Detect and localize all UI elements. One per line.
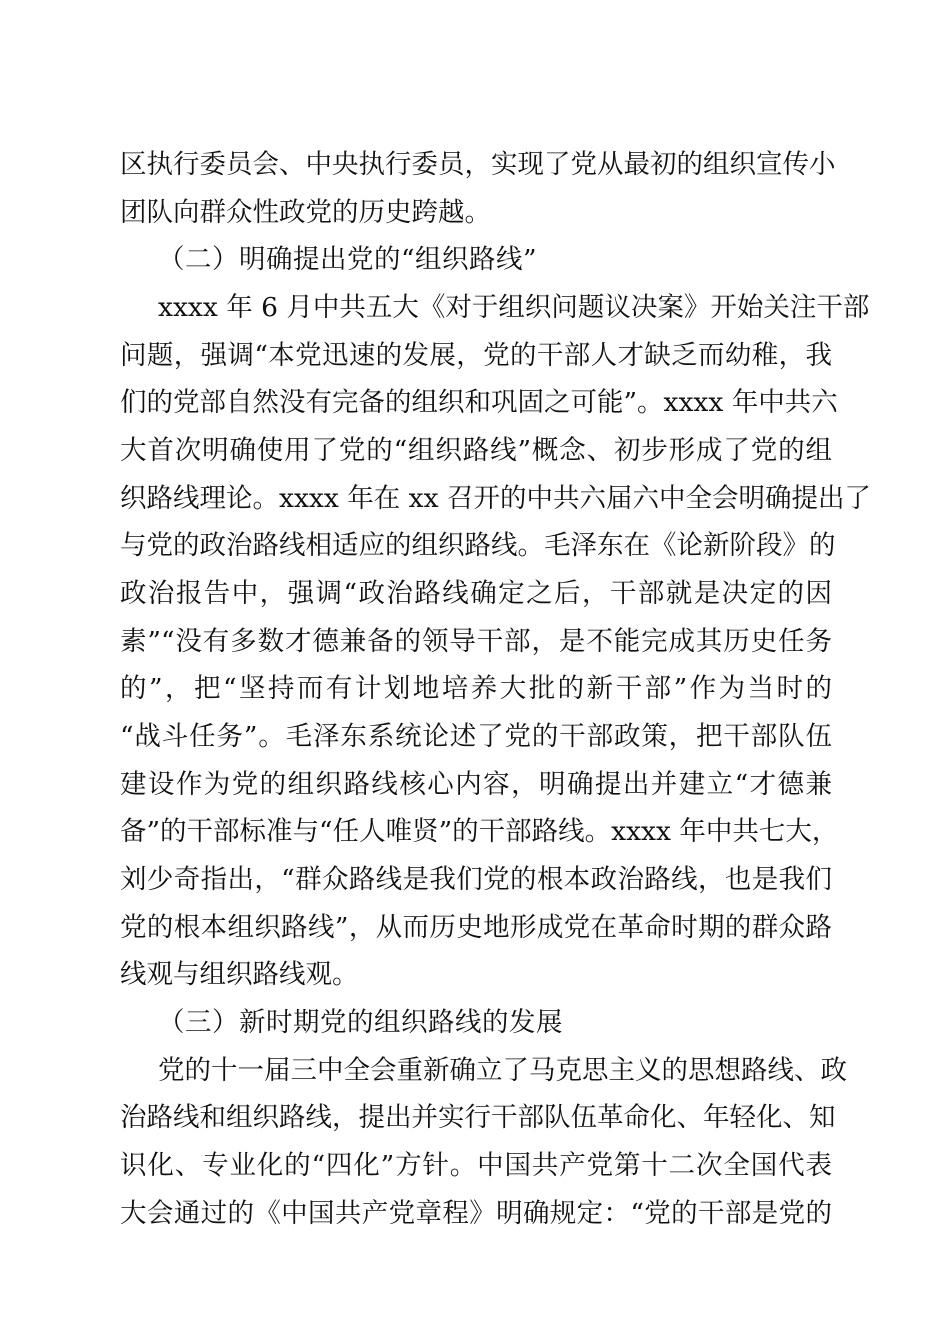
body-text-line: 大会通过的《中国共产党章程》明确规定：“党的干部是党的 [120, 1198, 832, 1229]
body-text-line: 线观与组织路线观。 [120, 959, 359, 990]
body-text-line: 刘少奇指出，“群众路线是我们党的根本政治路线，也是我们 [120, 864, 832, 895]
body-text-line: 问题，强调“本党迅速的发展，党的干部人才缺乏而幼稚，我 [120, 340, 832, 371]
body-text-line: 与党的政治路线相适应的组织路线。毛泽东在《论新阶段》的 [120, 530, 836, 561]
body-text-line: 素”“没有多数才德兼备的领导干部，是不能完成其历史任务 [120, 626, 832, 657]
body-text-line: 识化、专业化的“四化”方针。中国共产党第十二次全国代表 [120, 1150, 832, 1181]
body-text-line: 们的党部自然没有完备的组织和巩固之可能”。xxxx 年中共六 [120, 387, 838, 418]
body-text-line: 的”，把“坚持而有计划地培养大批的新干部”作为当时的 [120, 673, 832, 704]
section-heading: （三）新时期党的组织路线的发展 [158, 1007, 563, 1038]
body-text-line: 织路线理论。xxxx 年在 xx 召开的中共六届六中全会明确提出了 [120, 483, 871, 514]
body-text-line: 治路线和组织路线，提出并实行干部队伍革命化、年轻化、知 [120, 1102, 836, 1133]
body-text-line: 备”的干部标准与“任人唯贤”的干部路线。xxxx 年中共七大， [120, 816, 839, 847]
body-text-line: 团队向群众性政党的历史跨越。 [120, 197, 491, 228]
body-text-line: 建设作为党的组织路线核心内容，明确提出并建立“才德兼 [120, 769, 832, 800]
body-text-line: 大首次明确使用了党的“组织路线”概念、初步形成了党的组 [120, 435, 832, 466]
body-text-line: 党的十一届三中全会重新确立了马克思主义的思想路线、政 [158, 1055, 847, 1086]
body-text-line: 政治报告中，强调“政治路线确定之后，干部就是决定的因 [120, 578, 832, 609]
body-text-line: “战斗任务”。毛泽东系统论述了党的干部政策，把干部队伍 [120, 721, 832, 752]
body-text-line: xxxx 年 6 月中共五大《对于组织问题议决案》开始关注干部 [158, 292, 870, 323]
section-heading: （二）明确提出党的“组织路线” [158, 244, 538, 275]
body-text-line: 区执行委员会、中央执行委员，实现了党从最初的组织宣传小 [120, 149, 836, 180]
body-text-line: 党的根本组织路线”，从而历史地形成党在革命时期的群众路 [120, 912, 832, 943]
